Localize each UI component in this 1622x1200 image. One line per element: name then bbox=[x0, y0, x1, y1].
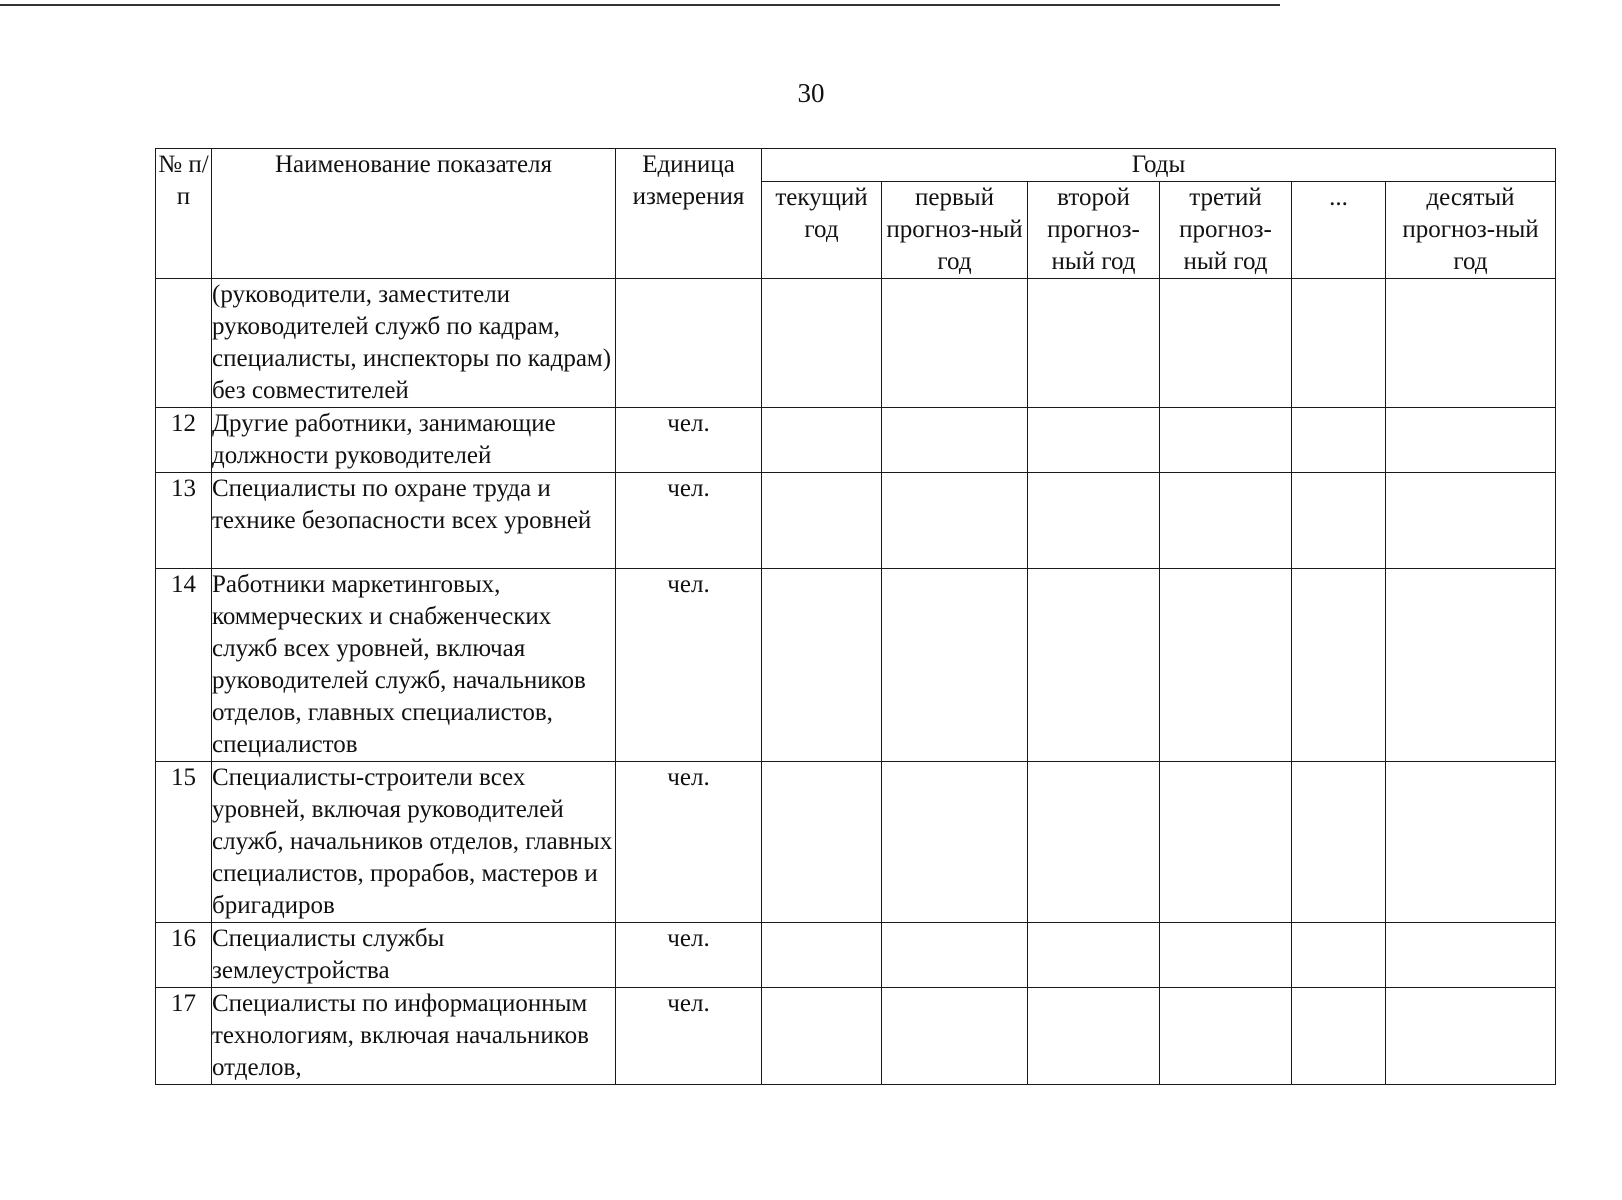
row-value-cell bbox=[882, 988, 1028, 1085]
header-year-current: текущий год bbox=[762, 182, 882, 279]
row-value-cell bbox=[1028, 473, 1160, 569]
row-name: (руководители, заместители руководителей служб по кадрам, специалисты, инспекторы по кадрам) без совместителей bbox=[212, 279, 616, 408]
row-value-cell bbox=[1160, 279, 1292, 408]
row-value-cell bbox=[1028, 988, 1160, 1085]
row-num: 12 bbox=[156, 408, 212, 473]
row-value-cell bbox=[882, 923, 1028, 988]
table-row bbox=[156, 279, 1556, 408]
row-unit: чел. bbox=[616, 569, 762, 762]
row-value-cell bbox=[1028, 279, 1160, 408]
row-value-cell bbox=[1160, 569, 1292, 762]
header-row-top bbox=[156, 149, 1556, 182]
header-unit: Единица измерения bbox=[616, 149, 762, 279]
header-year-first: первый прогноз-ный год bbox=[882, 182, 1028, 279]
row-value-cell bbox=[1160, 988, 1292, 1085]
row-value-cell bbox=[1028, 408, 1160, 473]
header-name: Наименование показателя bbox=[212, 149, 616, 279]
row-value-cell bbox=[1028, 569, 1160, 762]
table-row bbox=[156, 408, 1556, 473]
row-value-cell bbox=[1386, 473, 1556, 569]
row-num: 14 bbox=[156, 569, 212, 762]
row-value-cell bbox=[762, 923, 882, 988]
row-value-cell bbox=[1292, 923, 1386, 988]
row-value-cell bbox=[1160, 923, 1292, 988]
table-row bbox=[156, 988, 1556, 1085]
row-value-cell bbox=[1386, 279, 1556, 408]
row-value-cell bbox=[1028, 923, 1160, 988]
row-value-cell bbox=[762, 569, 882, 762]
row-value-cell bbox=[1386, 988, 1556, 1085]
header-year-third: третий прогноз-ный год bbox=[1160, 182, 1292, 279]
row-value-cell bbox=[762, 408, 882, 473]
table-row bbox=[156, 473, 1556, 569]
row-name: Работники маркетинговых, коммерческих и снабженческих служб всех уровней, включая руководителей служб, начальников отделов, главных специалистов, специалистов bbox=[212, 569, 616, 762]
row-unit: чел. bbox=[616, 923, 762, 988]
row-num: 16 bbox=[156, 923, 212, 988]
row-name: Специалисты службы землеустройства bbox=[212, 923, 616, 988]
row-name: Специалисты по информационным технологиям, включая начальников отделов, bbox=[212, 988, 616, 1085]
table-row bbox=[156, 569, 1556, 762]
row-value-cell bbox=[882, 473, 1028, 569]
row-unit bbox=[616, 279, 762, 408]
row-value-cell bbox=[1386, 569, 1556, 762]
row-value-cell bbox=[1292, 762, 1386, 923]
page-number-text: 30 bbox=[797, 78, 825, 108]
top-rule bbox=[0, 4, 1280, 6]
row-unit: чел. bbox=[616, 473, 762, 569]
row-value-cell bbox=[1292, 988, 1386, 1085]
row-name: Специалисты по охране труда и технике безопасности всех уровней bbox=[212, 473, 616, 569]
row-value-cell bbox=[882, 408, 1028, 473]
row-value-cell bbox=[1292, 569, 1386, 762]
row-value-cell bbox=[762, 988, 882, 1085]
row-unit: чел. bbox=[616, 988, 762, 1085]
header-year-second: второй прогноз-ный год bbox=[1028, 182, 1160, 279]
page-number bbox=[0, 78, 1622, 109]
row-num bbox=[156, 279, 212, 408]
row-value-cell bbox=[882, 762, 1028, 923]
row-value-cell bbox=[882, 569, 1028, 762]
row-unit: чел. bbox=[616, 762, 762, 923]
row-value-cell bbox=[762, 473, 882, 569]
row-value-cell bbox=[1160, 762, 1292, 923]
row-value-cell bbox=[1292, 473, 1386, 569]
row-value-cell bbox=[1386, 762, 1556, 923]
row-value-cell bbox=[1160, 473, 1292, 569]
row-value-cell bbox=[762, 762, 882, 923]
table-row bbox=[156, 762, 1556, 923]
header-num: № п/п bbox=[156, 149, 212, 279]
row-unit: чел. bbox=[616, 408, 762, 473]
row-value-cell bbox=[762, 279, 882, 408]
row-value-cell bbox=[1292, 408, 1386, 473]
row-value-cell bbox=[1386, 408, 1556, 473]
row-value-cell bbox=[1028, 762, 1160, 923]
row-value-cell bbox=[882, 279, 1028, 408]
row-value-cell bbox=[1160, 408, 1292, 473]
header-year-tenth: десятый прогноз-ный год bbox=[1386, 182, 1556, 279]
row-name: Другие работники, занимающие должности руководителей bbox=[212, 408, 616, 473]
row-name: Специалисты-строители всех уровней, включая руководителей служб, начальников отделов, главных специалистов, прорабов, мастеров и бригадиров bbox=[212, 762, 616, 923]
header-year-ellipsis: ... bbox=[1292, 182, 1386, 279]
row-value-cell bbox=[1386, 923, 1556, 988]
indicator-table bbox=[155, 148, 1556, 1085]
row-num: 15 bbox=[156, 762, 212, 923]
row-num: 17 bbox=[156, 988, 212, 1085]
row-value-cell bbox=[1292, 279, 1386, 408]
table-row bbox=[156, 923, 1556, 988]
row-num: 13 bbox=[156, 473, 212, 569]
header-years: Годы bbox=[762, 149, 1556, 182]
